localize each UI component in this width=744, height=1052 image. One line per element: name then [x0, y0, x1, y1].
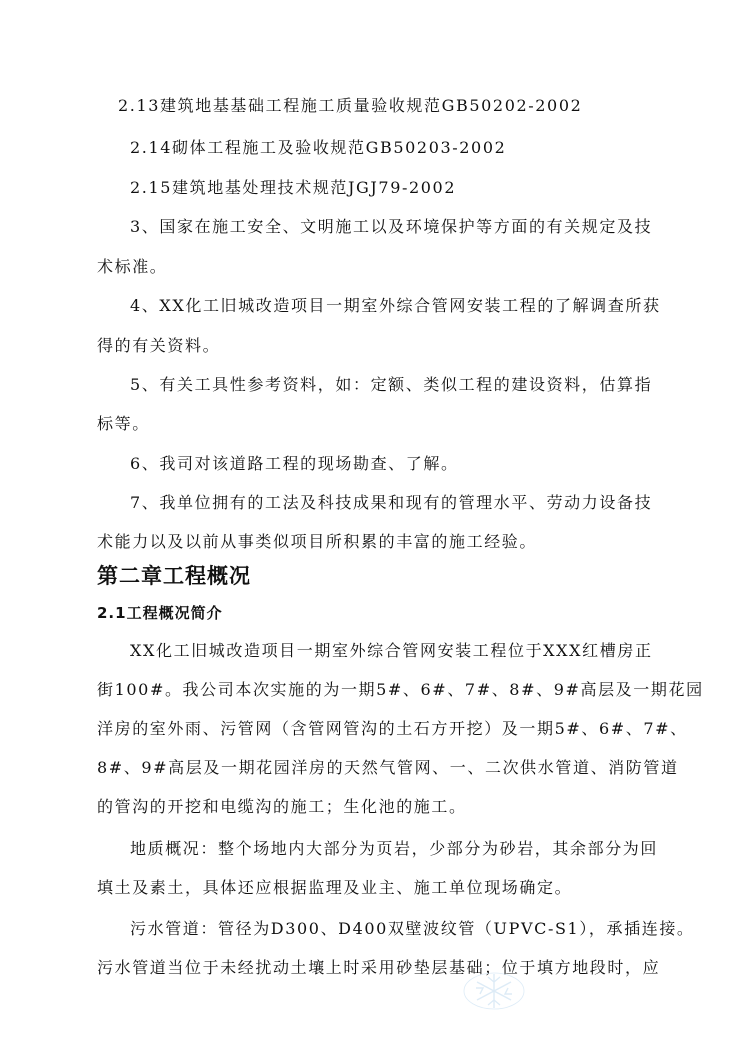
body-line: 洋房的室外雨、污管网（含管网管沟的土石方开挖）及一期5#、6#、7#、: [97, 719, 688, 738]
body-line: 污水管道：管径为D300、D400双壁波纹管（UPVC-S1），承插连接。: [130, 919, 695, 938]
list-item: 5、有关工具性参考资料，如：定额、类似工程的建设资料，估算指: [130, 375, 653, 394]
list-item: 3、国家在施工安全、文明施工以及环境保护等方面的有关规定及技: [130, 217, 653, 236]
list-item: 2.15建筑地基处理技术规范JGJ79-2002: [130, 178, 457, 197]
list-item: 2.13建筑地基基础工程施工质量验收规范GB50202-2002: [118, 96, 583, 115]
list-item: 术能力以及以前从事类似项目所积累的丰富的施工经验。: [97, 532, 538, 551]
body-line: XX化工旧城改造项目一期室外综合管网安装工程位于XXX红槽房正: [130, 641, 653, 660]
list-item: 2.14砌体工程施工及验收规范GB50203-2002: [130, 138, 507, 157]
body-line: 街100#。我公司本次实施的为一期5#、6#、7#、8#、9#高层及一期花园: [97, 680, 704, 699]
body-line: 的管沟的开挖和电缆沟的施工；生化池的施工。: [97, 797, 467, 816]
body-line: 8#、9#高层及一期花园洋房的天然气管网、一、二次供水管道、消防管道: [97, 758, 679, 777]
list-item: 4、XX化工旧城改造项目一期室外综合管网安装工程的了解调查所获: [130, 296, 661, 315]
list-item: 标等。: [97, 414, 150, 433]
chapter-heading: 第二章工程概况: [97, 564, 251, 588]
list-item: 7、我单位拥有的工法及科技成果和现有的管理水平、劳动力设备技: [130, 493, 653, 512]
list-item: 术标准。: [97, 257, 168, 276]
body-line: 填土及素土，具体还应根据监理及业主、施工单位现场确定。: [97, 878, 573, 897]
body-line: 污水管道当位于未经扰动土壤上时采用砂垫层基础；位于填方地段时，应: [97, 958, 661, 977]
snowflake-logo-icon: [452, 968, 536, 1014]
list-item: 6、我司对该道路工程的现场勘查、了解。: [130, 454, 459, 473]
list-item: 得的有关资料。: [97, 336, 221, 355]
section-heading: 2.1工程概况简介: [97, 604, 223, 622]
body-line: 地质概况：整个场地内大部分为页岩，少部分为砂岩，其余部分为回: [130, 839, 659, 858]
